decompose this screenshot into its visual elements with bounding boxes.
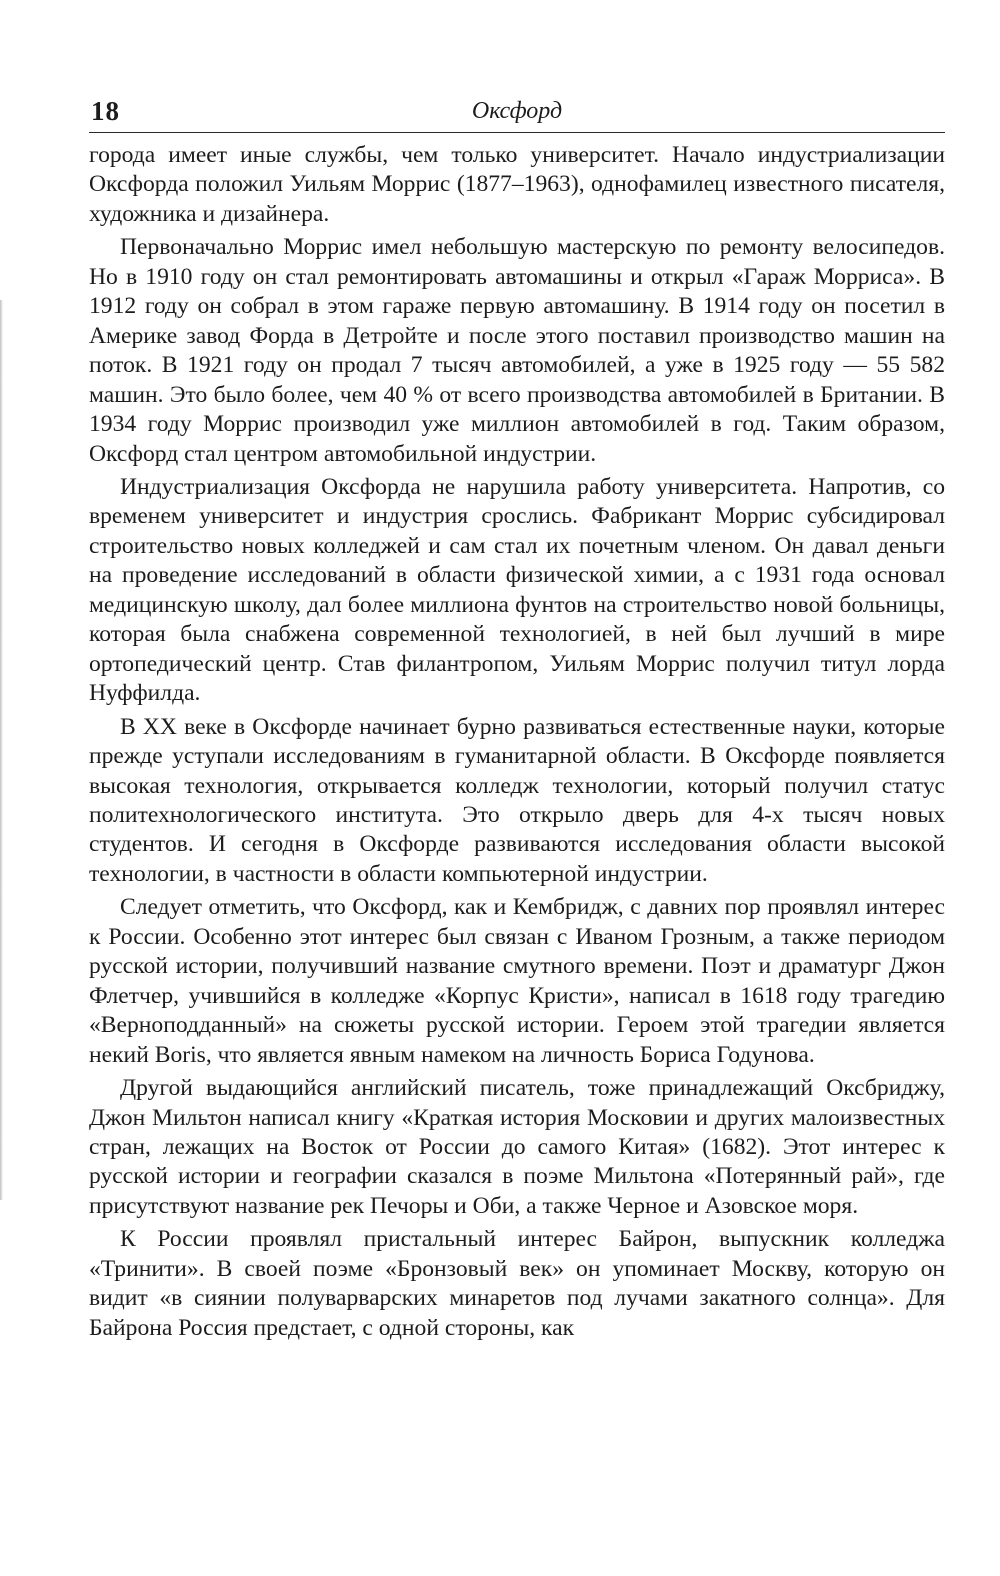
scan-edge-shadow (0, 300, 3, 1200)
body-text (89, 141, 945, 1343)
paragraph: Следует отметить, что Оксфорд, как и Кембридж, с давних пор проявлял интерес к России. Особенно этот интерес был связан с Иваном Грозным, а также периодом русской истории, получивший название смутного времени. Поэт и драматург Джон Флетчер, учившийся в колледже «Корпус Кристи», написал в 1618 году трагедию «Верноподданный» на сюжеты русской истории. Героем этой трагедии является некий Boris, что является явным намеком на личность Бориса Годунова. (89, 894, 945, 1068)
running-title: Оксфорд (471, 98, 563, 124)
paragraph: города имеет иные службы, чем только университет. Начало индустриализации Оксфорда положил Уильям Моррис (1877–1963), однофамилец известного писателя, художника и дизайнера. (89, 142, 945, 227)
paragraph: Другой выдающийся английский писатель, тоже принадлежащий Оксбриджу, Джон Мильтон написал книгу «Краткая история Московии и других малоизвестных стран, лежащих на Восток от России до самого Китая» (1682). Этот интерес к русской истории и географии сказался в поэме Мильтона «Потерянный рай», где присутствуют название рек Печоры и Оби, а также Черное и Азовское моря. (89, 1075, 945, 1219)
page-number: 18 (91, 96, 120, 126)
running-head (89, 92, 945, 133)
paragraph: В XX веке в Оксфорде начинает бурно развиваться естественные науки, которые прежде уступали исследованиям в гуманитарной области. В Оксфорде появляется высокая технология, открывается колледж технологии, который получил статус политехнологического института. Это открыло дверь для 4-х тысяч новых студентов. И сегодня в Оксфорде развиваются исследования области высокой технологии, в частности в области компьютерной индустрии. (89, 713, 945, 887)
paragraph: Индустриализация Оксфорда не нарушила работу университета. Напротив, со временем университет и индустрия срослись. Фабрикант Моррис субсидировал строительство новых колледжей и сам стал их почетным членом. Он давал деньги на проведение исследований в области физической химии, а с 1931 года основал медицинскую школу, дал более миллиона фунтов на строительство новой больницы, которая была снабжена современной технологией, в ней был лучший в мире ортопедический центр. Став филантропом, Уильям Моррис получил титул лорда Нуффилда. (89, 473, 945, 707)
paragraph: К России проявлял пристальный интерес Байрон, выпускник колледжа «Тринити». В своей поэме «Бронзовый век» он упоминает Москву, которую он видит «в сиянии полуварварских минаретов под лучами закатного солнца». Для Байрона Россия предстает, с одной стороны, как (89, 1226, 945, 1341)
book-page (89, 92, 945, 1532)
paragraph: Первоначально Моррис имел небольшую мастерскую по ремонту велосипедов. Но в 1910 году он стал ремонтировать автомашины и открыл «Гараж Морриса». В 1912 году он собрал в этом гараже первую автомашину. В 1914 году он посетил в Америке завод Форда в Детройте и после этого поставил производство машин на поток. В 1921 году он продал 7 тысяч автомобилей, а уже в 1925 году — 55 582 машин. Это было более, чем 40 % от всего производства автомобилей в Британии. В 1934 году Моррис производил уже миллион автомобилей в год. Таким образом, Оксфорд стал центром автомобильной индустрии. (89, 234, 945, 467)
